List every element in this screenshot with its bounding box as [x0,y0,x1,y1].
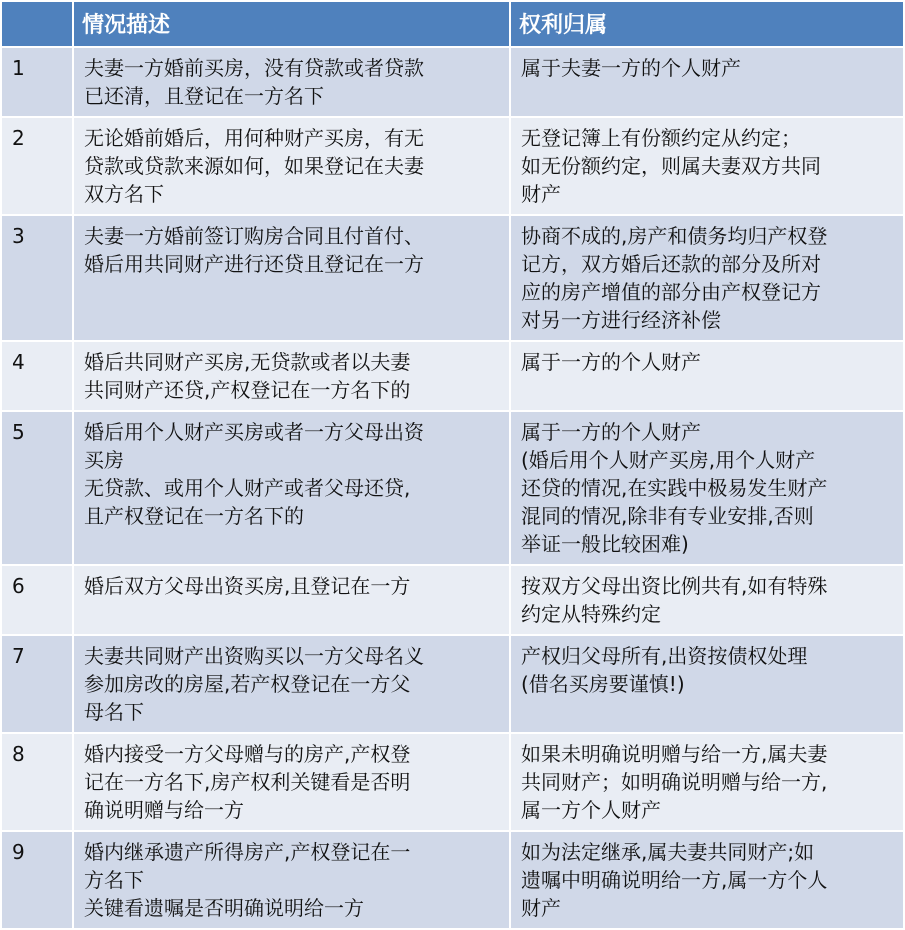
rights-ownership-line: 举证一般比较困难) [521,532,689,556]
header-situation-description: 情况描述 [73,1,510,47]
rights-ownership-cell [510,411,904,565]
situation-description-cell [73,831,510,929]
table-row [1,341,904,411]
rights-ownership-line: 混同的情况,除非有专业安排,否则 [521,504,814,528]
rights-ownership-line: 记方，双方婚后还款的部分及所对 [521,252,821,276]
situation-description-line: 双方名下 [84,182,164,206]
situation-description-cell [73,117,510,215]
row-number: 6 [1,565,73,635]
situation-description-line: 婚内接受一方父母赠与的房产,产权登 [84,742,411,766]
rights-ownership-cell [510,831,904,929]
header-row [1,1,904,47]
rights-ownership-line: 应的房产增值的部分由产权登记方 [521,280,821,304]
rights-ownership-cell [510,565,904,635]
row-number: 7 [1,635,73,733]
row-number: 5 [1,411,73,565]
row-number: 4 [1,341,73,411]
rights-ownership-line: 如为法定继承,属夫妻共同财产;如 [521,840,815,864]
row-number: 2 [1,117,73,215]
rights-ownership-line: 属于一方的个人财产 [521,420,701,444]
rights-ownership-line: 属于一方的个人财产 [521,350,701,374]
situation-description-line: 方名下 [84,868,144,892]
situation-description-cell [73,341,510,411]
situation-description-line: 婚内继承遗产所得房产,产权登记在一 [84,840,411,864]
rights-ownership-line: 如无份额约定，则属夫妻双方共同 [521,154,821,178]
table-row [1,117,904,215]
row-number: 9 [1,831,73,929]
situation-description-line: 确说明赠与给一方 [84,798,244,822]
table-row [1,831,904,929]
rights-ownership-line: 协商不成的,房产和债务均归产权登 [521,224,828,248]
header-rights-ownership: 权利归属 [510,1,904,47]
situation-description-cell [73,411,510,565]
situation-description-line: 婚后共同财产买房,无贷款或者以夫妻 [84,350,411,374]
situation-description-cell [73,635,510,733]
situation-description-line: 记在一方名下,房产权利关键看是否明 [84,770,411,794]
table-row [1,411,904,565]
situation-description-cell [73,565,510,635]
rights-ownership-line: 财产 [521,182,561,206]
table-body [1,47,904,929]
table-header [1,1,904,47]
situation-description-line: 夫妻共同财产出资购买以一方父母名义 [84,644,424,668]
situation-description-line: 夫妻一方婚前签订购房合同且付首付、 [84,224,424,248]
header-number-column [1,1,73,47]
situation-description-line: 无贷款、或用个人财产或者父母还贷, [84,476,411,500]
situation-description-line: 夫妻一方婚前买房，没有贷款或者贷款 [84,56,424,80]
situation-description-cell [73,215,510,341]
rights-ownership-line: 如果未明确说明赠与给一方,属夫妻 [521,742,828,766]
situation-description-cell [73,733,510,831]
situation-description-line: 无论婚前婚后，用何种财产买房，有无 [84,126,424,150]
rights-ownership-line: 对另一方进行经济补偿 [521,308,721,332]
rights-ownership-line: 财产 [521,896,561,920]
table-row [1,47,904,117]
rights-ownership-line: 产权归父母所有,出资按债权处理 [521,644,808,668]
rights-ownership-cell [510,635,904,733]
row-number: 1 [1,47,73,117]
rights-ownership-cell [510,733,904,831]
situation-description-cell [73,47,510,117]
situation-description-line: 已还清，且登记在一方名下 [84,84,324,108]
rights-ownership-line: 遗嘱中明确说明给一方,属一方个人 [521,868,828,892]
row-number: 3 [1,215,73,341]
situation-description-line: 且产权登记在一方名下的 [84,504,304,528]
rights-ownership-line: 按双方父母出资比例共有,如有特殊 [521,574,828,598]
table-row [1,635,904,733]
table-row [1,565,904,635]
situation-description-line: 买房 [84,448,124,472]
situation-description-line: 贷款或贷款来源如何，如果登记在夫妻 [84,154,424,178]
rights-ownership-cell [510,47,904,117]
situation-description-line: 婚后用共同财产进行还贷且登记在一方 [84,252,424,276]
table-row [1,733,904,831]
row-number: 8 [1,733,73,831]
rights-ownership-line: (婚后用个人财产买房,用个人财产 [521,448,816,472]
rights-ownership-line: 还贷的情况,在实践中极易发生财产 [521,476,828,500]
situation-description-line: 关键看遗嘱是否明确说明给一方 [84,896,364,920]
situation-description-line: 共同财产还贷,产权登记在一方名下的 [84,378,411,402]
rights-ownership-cell [510,117,904,215]
rights-ownership-line: 属于夫妻一方的个人财产 [521,56,741,80]
situation-description-line: 母名下 [84,700,144,724]
table-row [1,215,904,341]
rights-ownership-line: (借名买房要谨慎!) [521,672,685,696]
rights-ownership-cell [510,341,904,411]
rights-ownership-line: 无登记簿上有份额约定从约定； [521,126,801,150]
situation-description-line: 婚后双方父母出资买房,且登记在一方 [84,574,411,598]
rights-ownership-line: 约定从特殊约定 [521,602,661,626]
rights-ownership-line: 共同财产；如明确说明赠与给一方, [521,770,828,794]
rights-ownership-cell [510,215,904,341]
rights-ownership-line: 属一方个人财产 [521,798,661,822]
situation-description-line: 参加房改的房屋,若产权登记在一方父 [84,672,411,696]
situation-description-line: 婚后用个人财产买房或者一方父母出资 [84,420,424,444]
